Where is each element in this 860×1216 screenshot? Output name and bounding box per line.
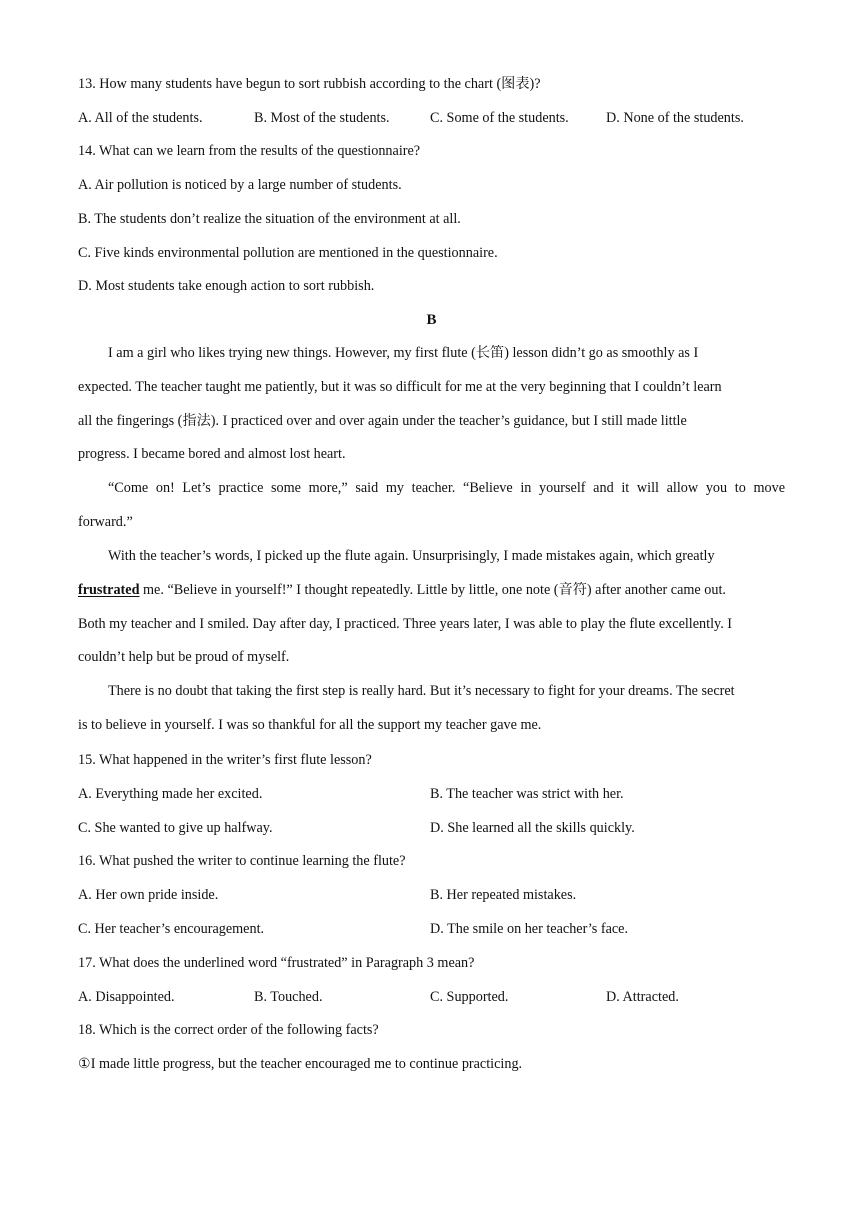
passage-line-rest: me. “Believe in yourself!” I thought repeatedly. Little by little, one note (音符) after another came out. [139,581,726,598]
passage-paragraph-4 [78,675,785,743]
passage-line: Both my teacher and I smiled. Day after day, I practiced. Three years later, I was able to play the flute excellently. I [78,615,733,632]
passage-paragraph-1 [78,337,785,472]
q17-option-b: B. Touched. [254,989,323,1005]
q16-option-d: D. The smile on her teacher’s face. [430,921,629,937]
passage-paragraph-2 [78,472,785,540]
q18-fact-1: ①I made little progress, but the teacher encouraged me to continue practicing. [78,1056,523,1072]
passage-line: With the teacher’s words, I picked up the flute again. Unsurprisingly, I made mistakes again, which greatly [108,548,715,564]
passage-line: There is no doubt that taking the first step is really hard. But it’s necessary to fight for your dreams. The secret [108,683,735,699]
passage-line: is to believe in yourself. I was so thankful for all the support my teacher gave me. [78,716,542,733]
passage-line: couldn’t help but be proud of myself. [78,649,290,666]
passage-line [78,574,785,608]
q16-option-b: B. Her repeated mistakes. [430,887,577,903]
section-heading: B [426,312,437,328]
q13-option-c: C. Some of the students. [430,110,569,126]
passage-line: expected. The teacher taught me patiently, but it was so difficult for me at the very beginning that I couldn’t learn [78,378,722,395]
q14-option-d: D. Most students take enough action to sort rubbish. [78,278,375,294]
q13-stem: 13. How many students have begun to sort rubbish according to the chart (图表)? [78,76,541,92]
q14-option-a: A. Air pollution is noticed by a large number of students. [78,177,402,193]
underlined-word: frustrated [78,581,140,598]
passage-line: “Come on! Let’s practice some more,” said my teacher. “Believe in yourself and it will allow you to move [108,480,785,496]
q13-option-b: B. Most of the students. [254,110,390,126]
q17-option-c: C. Supported. [430,989,509,1005]
q17-option-d: D. Attracted. [606,989,679,1005]
q15-option-b: B. The teacher was strict with her. [430,786,624,802]
q17-stem: 17. What does the underlined word “frustrated” in Paragraph 3 mean? [78,955,475,971]
passage-line: all the fingerings (指法). I practiced over and over again under the teacher’s guidance, but I still made little [78,412,687,429]
q15-option-a: A. Everything made her excited. [78,786,263,802]
q15-stem: 15. What happened in the writer’s first flute lesson? [78,752,372,768]
passage-line: progress. I became bored and almost lost heart. [78,446,346,463]
q16-option-c: C. Her teacher’s encouragement. [78,921,265,937]
q13-option-a: A. All of the students. [78,110,203,126]
q14-option-b: B. The students don’t realize the situation of the environment at all. [78,211,461,227]
passage-line: forward.” [78,513,133,530]
q18-stem: 18. Which is the correct order of the following facts? [78,1022,379,1038]
q16-option-a: A. Her own pride inside. [78,887,219,903]
q13-option-d: D. None of the students. [606,110,744,126]
q17-option-a: A. Disappointed. [78,989,175,1005]
passage-line: I am a girl who likes trying new things. However, my first flute (长笛) lesson didn’t go as smoothly as I [108,345,699,361]
q15-option-d: D. She learned all the skills quickly. [430,820,635,836]
q15-option-c: C. She wanted to give up halfway. [78,820,273,836]
passage-paragraph-3 [78,540,785,675]
q14-option-c: C. Five kinds environmental pollution are mentioned in the questionnaire. [78,245,498,261]
q16-stem: 16. What pushed the writer to continue learning the flute? [78,853,406,869]
q14-stem: 14. What can we learn from the results of the questionnaire? [78,143,421,159]
